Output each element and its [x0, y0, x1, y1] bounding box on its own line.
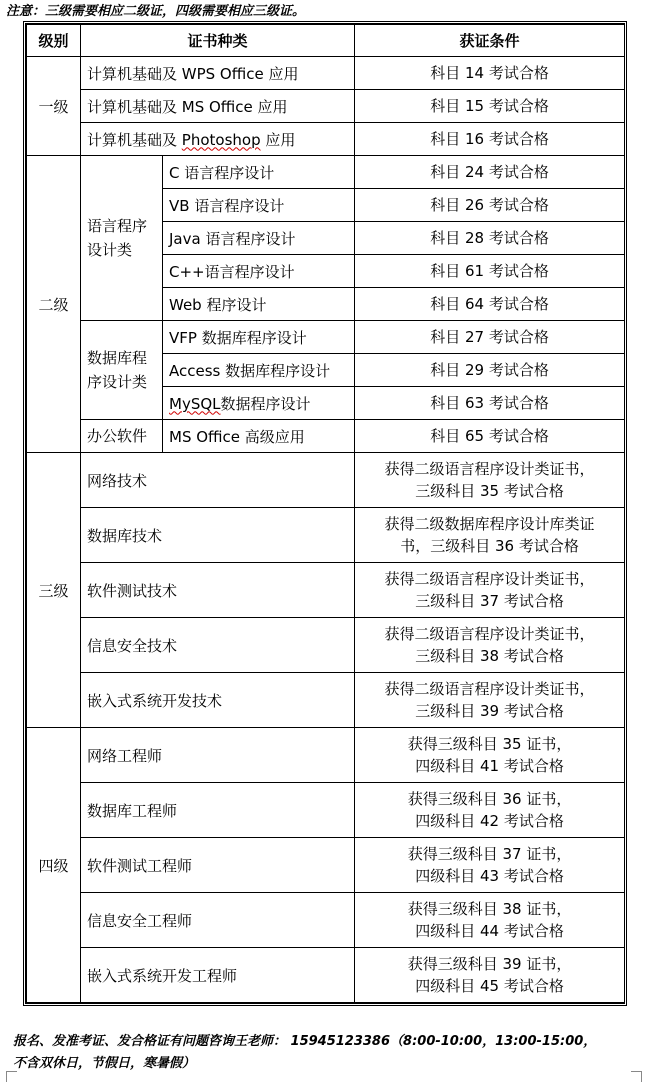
- cert-condition: [355, 673, 625, 728]
- cert-name: 软件测试技术: [81, 563, 355, 618]
- cert-name: 嵌入式系统开发技术: [81, 673, 355, 728]
- cert-name: 计算机基础及 MS Office 应用: [81, 90, 355, 123]
- condition-line: 三级科目 38 考试合格: [415, 647, 564, 665]
- condition-line: 获得二级语言程序设计类证书，: [384, 680, 595, 698]
- table-row: [27, 420, 625, 453]
- cert-condition: [355, 728, 625, 783]
- condition-line: 书，三级科目 36 考试合格: [400, 537, 579, 555]
- category-database: 数据库程序设计类: [81, 321, 163, 420]
- condition-line: 四级科目 45 考试合格: [415, 977, 564, 995]
- cert-condition: [355, 893, 625, 948]
- condition-line: 获得三级科目 38 证书，: [407, 900, 572, 918]
- condition-line: 获得二级语言程序设计类证书，: [384, 625, 595, 643]
- cert-condition: [355, 453, 625, 508]
- cert-condition: [355, 948, 625, 1003]
- cert-name: 计算机基础及 WPS Office 应用: [81, 57, 355, 90]
- table-row: [27, 948, 625, 1003]
- condition-line: 四级科目 43 考试合格: [415, 867, 564, 885]
- cert-condition: 科目 65 考试合格: [355, 420, 625, 453]
- cert-name: 网络技术: [81, 453, 355, 508]
- condition-line: 获得二级语言程序设计类证书，: [384, 570, 595, 588]
- cert-condition: 科目 29 考试合格: [355, 354, 625, 387]
- contact-footer: [13, 1031, 643, 1075]
- condition-line: 获得三级科目 37 证书，: [407, 845, 572, 863]
- cert-name: 嵌入式系统开发工程师: [81, 948, 355, 1003]
- footer-line-1: 报名、发准考证、发合格证有问题咨询王老师： 15945123386（8:00-10:00，13:00-15:00，: [13, 1034, 597, 1049]
- condition-line: 获得三级科目 35 证书，: [407, 735, 572, 753]
- cert-name: 信息安全技术: [81, 618, 355, 673]
- cert-name: MS Office 高级应用: [163, 420, 355, 453]
- cert-name: Web 程序设计: [163, 288, 355, 321]
- cert-name: 网络工程师: [81, 728, 355, 783]
- cert-name: Access 数据库程序设计: [163, 354, 355, 387]
- table-row: [27, 321, 625, 354]
- cert-name: 信息安全工程师: [81, 893, 355, 948]
- cert-name: 数据库工程师: [81, 783, 355, 838]
- cert-condition: 科目 15 考试合格: [355, 90, 625, 123]
- table-row: [27, 838, 625, 893]
- condition-line: 获得三级科目 39 证书，: [407, 955, 572, 973]
- condition-line: 四级科目 41 考试合格: [415, 757, 564, 775]
- cert-condition: [355, 618, 625, 673]
- condition-line: 四级科目 42 考试合格: [415, 812, 564, 830]
- cert-name: 数据库技术: [81, 508, 355, 563]
- cert-condition: 科目 27 考试合格: [355, 321, 625, 354]
- level-2-label: 二级: [27, 156, 81, 453]
- cert-name: [163, 387, 355, 420]
- header-type: 证书种类: [81, 25, 355, 57]
- cert-name-part: 应用: [260, 130, 296, 149]
- header-condition: 获证条件: [355, 25, 625, 57]
- cert-condition: 科目 28 考试合格: [355, 222, 625, 255]
- cert-condition: [355, 563, 625, 618]
- page-corner-mark: [6, 1071, 17, 1082]
- cert-condition: 科目 24 考试合格: [355, 156, 625, 189]
- category-office: 办公软件: [81, 420, 163, 453]
- category-language: 语言程序设计类: [81, 156, 163, 321]
- table-row: [27, 156, 625, 189]
- condition-line: 三级科目 35 考试合格: [415, 482, 564, 500]
- cert-name: 软件测试工程师: [81, 838, 355, 893]
- cert-condition: 科目 64 考试合格: [355, 288, 625, 321]
- condition-line: 三级科目 37 考试合格: [415, 592, 564, 610]
- cert-condition: [355, 838, 625, 893]
- cert-condition: [355, 783, 625, 838]
- table-row: [27, 123, 625, 156]
- cert-name: Java 语言程序设计: [163, 222, 355, 255]
- condition-line: 获得二级数据库程序设计库类证: [384, 515, 595, 533]
- table-row: [27, 90, 625, 123]
- table-row: [27, 893, 625, 948]
- cert-name: C 语言程序设计: [163, 156, 355, 189]
- cert-condition: [355, 508, 625, 563]
- cert-condition: 科目 26 考试合格: [355, 189, 625, 222]
- table-row: [27, 508, 625, 563]
- level-1-label: 一级: [27, 57, 81, 156]
- header-level: 级别: [27, 25, 81, 57]
- table-row: [27, 783, 625, 838]
- notice-text: 注意：三级需要相应二级证，四级需要相应三级证。: [6, 4, 306, 19]
- cert-name: VB 语言程序设计: [163, 189, 355, 222]
- table-row: [27, 453, 625, 508]
- cert-condition: 科目 61 考试合格: [355, 255, 625, 288]
- table-row: [27, 673, 625, 728]
- table-row: [27, 618, 625, 673]
- condition-line: 四级科目 44 考试合格: [415, 922, 564, 940]
- cert-name: [81, 123, 355, 156]
- cert-condition: 科目 14 考试合格: [355, 57, 625, 90]
- cert-name: VFP 数据库程序设计: [163, 321, 355, 354]
- spellcheck-word: MySQL: [169, 394, 221, 413]
- cert-name: C++语言程序设计: [163, 255, 355, 288]
- condition-line: 获得三级科目 36 证书，: [407, 790, 572, 808]
- cert-name-part: 计算机基础及: [87, 130, 182, 149]
- page-corner-mark: [631, 1071, 642, 1082]
- table-row: [27, 563, 625, 618]
- table-row: [27, 728, 625, 783]
- condition-line: 三级科目 39 考试合格: [415, 702, 564, 720]
- condition-line: 获得二级语言程序设计类证书，: [384, 460, 595, 478]
- cert-condition: 科目 16 考试合格: [355, 123, 625, 156]
- table-header-row: [27, 25, 625, 57]
- level-3-label: 三级: [27, 453, 81, 728]
- cert-condition: 科目 63 考试合格: [355, 387, 625, 420]
- level-4-label: 四级: [27, 728, 81, 1003]
- certificate-table: [23, 21, 627, 1006]
- spellcheck-word: Photoshop: [181, 130, 261, 149]
- footer-line-2: 不含双休日，节假日，寒暑假）: [13, 1056, 196, 1071]
- cert-name-part: 数据程序设计: [220, 394, 311, 413]
- table-row: [27, 57, 625, 90]
